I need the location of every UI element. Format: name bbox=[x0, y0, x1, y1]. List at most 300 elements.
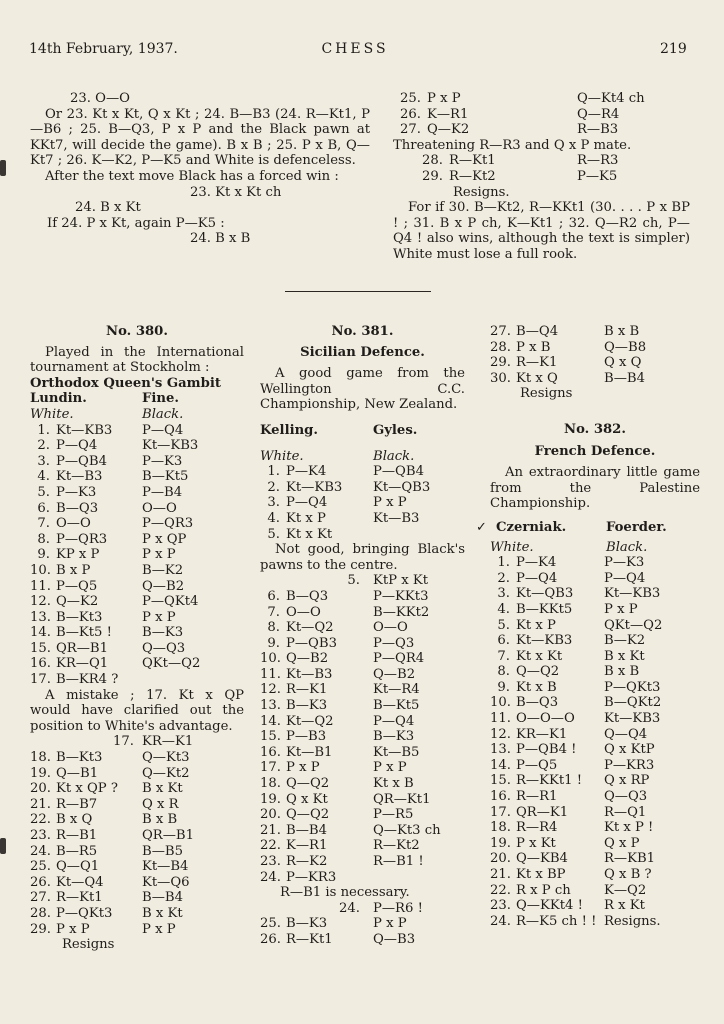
white-move: Q—B2 bbox=[286, 651, 329, 667]
white-move: Kt—B1 bbox=[286, 744, 333, 760]
move-row bbox=[393, 169, 690, 185]
move-row bbox=[490, 324, 700, 340]
black-move: Q—Q3 bbox=[604, 789, 648, 805]
white-move: B—K3 bbox=[286, 698, 328, 714]
move-row bbox=[490, 649, 700, 665]
move-number: 2. bbox=[497, 570, 510, 586]
white-move: R—K5 ch ! ! bbox=[516, 913, 597, 929]
move-number: 16. bbox=[30, 656, 51, 672]
resigns-line: Resigns bbox=[62, 937, 115, 953]
black-move: B—Kt5 bbox=[142, 469, 189, 485]
move-number: 18. bbox=[30, 750, 51, 766]
black-move: R—R3 bbox=[577, 153, 619, 169]
black-move: R—B3 bbox=[577, 122, 619, 138]
move-row bbox=[490, 340, 700, 356]
move-row bbox=[30, 797, 244, 813]
white-move: Q—Q2 bbox=[286, 776, 330, 792]
white-move: P—Q4 bbox=[286, 495, 328, 511]
white-move: K—R1 bbox=[286, 838, 328, 854]
white-move: P—K4 bbox=[286, 464, 327, 480]
white-move: KR—Q1 bbox=[56, 656, 109, 672]
black-move: R x Kt bbox=[604, 898, 645, 914]
annotation-paragraph: A mistake ; 17. Kt x QP would have clarified out the position to White's advantage. bbox=[30, 687, 244, 734]
move-row bbox=[490, 664, 700, 680]
black-move: P—KKt3 bbox=[373, 588, 429, 604]
top-right-annotations bbox=[393, 91, 690, 263]
move-row bbox=[30, 454, 244, 470]
move-row bbox=[260, 745, 465, 761]
black-move: O—O bbox=[373, 620, 408, 636]
white-move: P x P bbox=[286, 760, 320, 776]
move-number: 13. bbox=[260, 698, 281, 714]
white-move: Q—Q2 bbox=[286, 807, 330, 823]
white-move: Kt x B bbox=[516, 679, 557, 695]
move-row bbox=[260, 495, 465, 511]
black-move: P—K3 bbox=[604, 555, 645, 571]
move-row bbox=[30, 532, 244, 548]
white-move: Kt x P bbox=[516, 617, 556, 633]
move-number: 10. bbox=[260, 651, 281, 667]
black-move: QKt—Q2 bbox=[142, 656, 201, 672]
black-move: P x P bbox=[142, 547, 176, 563]
move-row bbox=[30, 875, 244, 891]
move-number: 25. bbox=[30, 859, 51, 875]
move-number: 20. bbox=[490, 851, 511, 867]
move-number: 8. bbox=[497, 664, 510, 680]
move-row bbox=[30, 563, 244, 579]
move-number: 15. bbox=[490, 773, 511, 789]
white-move: B x P bbox=[56, 562, 91, 578]
black-player: Fine. bbox=[142, 391, 179, 407]
white-move: QR—B1 bbox=[56, 640, 109, 656]
move-number: 2. bbox=[267, 479, 280, 495]
annotation-paragraph: For if 30. B—Kt2, R—KKt1 (30. . . . P x BP ! ; 31. B x P ch, K—Kt1 ; 32. Q—R2 ch, P—Q4 ! also wins, although the text is simpler) White must lose a full rook. bbox=[393, 200, 690, 262]
move-row bbox=[393, 153, 690, 169]
white-move: Kt—KB3 bbox=[56, 422, 113, 438]
move-number: 8. bbox=[37, 531, 50, 547]
move-row bbox=[490, 758, 700, 774]
white-move: Kt x P bbox=[286, 510, 326, 526]
move-row bbox=[260, 651, 465, 667]
white-label: White. bbox=[30, 406, 74, 422]
black-move: Q x B ? bbox=[604, 867, 652, 882]
move-list bbox=[393, 91, 690, 138]
white-move: K—R1 bbox=[427, 106, 469, 122]
move-number: 23. bbox=[260, 854, 281, 869]
white-move: Kt—QB3 bbox=[516, 586, 574, 602]
annotation-paragraph: Not good, bringing Black's pawns to the centre. bbox=[260, 542, 465, 573]
white-move: B x Q bbox=[56, 812, 93, 828]
move-number: 15. bbox=[30, 640, 51, 656]
game-381 bbox=[260, 324, 465, 948]
move-number: 26. bbox=[260, 931, 281, 947]
white-move: P—Q4 bbox=[516, 570, 558, 586]
move-row bbox=[30, 485, 244, 501]
move-list bbox=[30, 423, 244, 688]
move-row bbox=[260, 807, 465, 823]
move-number: 11. bbox=[30, 578, 51, 594]
move-row bbox=[260, 714, 465, 730]
move-number: 27. bbox=[30, 890, 51, 906]
white-move: P—QKt3 bbox=[56, 905, 113, 921]
threat-line: Threatening R—R3 and Q x P mate. bbox=[393, 137, 632, 153]
move-number: 26. bbox=[30, 874, 51, 890]
white-move: P—Q4 bbox=[56, 438, 98, 454]
move-number: 9. bbox=[37, 547, 50, 563]
white-move: P—QB4 bbox=[56, 453, 107, 469]
white-move: R—K1 bbox=[516, 355, 558, 371]
move-number: 21. bbox=[490, 867, 511, 882]
move-row bbox=[490, 633, 700, 649]
move-row bbox=[30, 828, 244, 844]
white-move: R—Kt1 bbox=[56, 890, 103, 906]
move-number: 5. bbox=[497, 617, 510, 633]
black-move: P x QP bbox=[142, 531, 187, 547]
opening-name: French Defence. bbox=[534, 443, 656, 459]
move-row bbox=[490, 742, 700, 758]
move-row bbox=[260, 511, 465, 527]
move-row bbox=[260, 464, 465, 480]
black-move: B—QKt2 bbox=[604, 695, 662, 711]
opening-name: Orthodox Queen's Gambit bbox=[30, 375, 221, 391]
move-list bbox=[490, 555, 700, 929]
move-row bbox=[30, 781, 244, 797]
move-list bbox=[393, 153, 690, 184]
move-row bbox=[30, 906, 244, 922]
black-move: P—QKt3 bbox=[604, 679, 661, 695]
opening-name: Sicilian Defence. bbox=[300, 344, 425, 360]
move-number: 21. bbox=[260, 822, 281, 838]
move-row bbox=[30, 579, 244, 595]
white-move: P x B bbox=[516, 339, 551, 355]
move-number: 14. bbox=[30, 625, 51, 641]
page-number: 219 bbox=[660, 41, 687, 57]
move-number: 9. bbox=[267, 635, 280, 651]
black-player: Foerder. bbox=[606, 519, 667, 535]
move-row bbox=[30, 859, 244, 875]
white-move: Kt x Kt bbox=[286, 526, 333, 542]
white-move: O—O bbox=[56, 516, 91, 532]
white-move: R—B7 bbox=[56, 796, 98, 812]
white-move: Kt—B3 bbox=[286, 666, 333, 682]
move-row bbox=[30, 890, 244, 906]
move-number: 25. bbox=[260, 916, 281, 932]
black-move: Q x R bbox=[142, 796, 179, 812]
move-row bbox=[30, 610, 244, 626]
white-move: R x P ch bbox=[516, 882, 571, 898]
black-move: P x P bbox=[373, 760, 407, 776]
move-number: 16. bbox=[260, 744, 281, 760]
black-move: P—QKt4 bbox=[142, 594, 199, 610]
white-move: R—R1 bbox=[516, 789, 558, 805]
white-move: P x P bbox=[56, 921, 90, 937]
white-move: Kt—KB3 bbox=[286, 479, 343, 495]
black-move: Q—B2 bbox=[373, 666, 416, 682]
move-row bbox=[30, 469, 244, 485]
move-row bbox=[393, 91, 690, 107]
move-number: 30. bbox=[490, 370, 511, 386]
white-move: Q x Kt bbox=[286, 791, 328, 807]
black-move: Q—Kt3 bbox=[142, 750, 190, 766]
game-380 bbox=[30, 324, 244, 953]
move-number: 29. bbox=[490, 355, 511, 371]
black-move: B—K3 bbox=[142, 625, 184, 641]
move-number: 7. bbox=[497, 648, 510, 664]
white-player: Lundin. bbox=[30, 391, 87, 407]
black-move: QR—Kt1 bbox=[373, 791, 431, 807]
move-row bbox=[30, 656, 244, 672]
move-row bbox=[30, 844, 244, 860]
move-number: 29. bbox=[30, 921, 51, 937]
black-move: Kt—KB3 bbox=[604, 586, 661, 602]
move-row bbox=[30, 641, 244, 657]
move-row bbox=[490, 571, 700, 587]
white-move: O—O—O bbox=[516, 711, 575, 727]
move-row bbox=[260, 729, 465, 745]
move-number: 14. bbox=[260, 713, 281, 729]
white-move: P—B3 bbox=[286, 729, 327, 745]
move-row bbox=[30, 501, 244, 517]
black-move: KR—K1 bbox=[142, 734, 194, 750]
move-number: 12. bbox=[30, 594, 51, 610]
move-number: 3. bbox=[37, 453, 50, 469]
black-move: P—K5 bbox=[577, 168, 618, 184]
move-number: 13. bbox=[30, 609, 51, 625]
black-move: B—B4 bbox=[604, 370, 645, 386]
move-number: 28. bbox=[422, 153, 443, 169]
move-row bbox=[30, 750, 244, 766]
white-move: B—KKt5 bbox=[516, 601, 573, 617]
black-move: P—KR3 bbox=[604, 757, 655, 773]
move-number: 5. bbox=[267, 526, 280, 542]
move-row bbox=[30, 438, 244, 454]
binding-mark bbox=[0, 838, 6, 854]
black-move: O—O bbox=[142, 500, 177, 516]
black-move: Q—Q4 bbox=[604, 726, 648, 742]
game-title: No. 380. bbox=[106, 324, 168, 339]
white-move: Q—KKt4 ! bbox=[516, 898, 583, 914]
white-move: R—B1 bbox=[56, 828, 98, 843]
white-move: B—Q3 bbox=[286, 588, 329, 604]
move-number: 17. bbox=[30, 672, 51, 688]
move-row bbox=[490, 355, 700, 371]
move-number: 20. bbox=[30, 781, 51, 797]
move-row bbox=[490, 914, 700, 930]
black-move: B x B bbox=[142, 812, 178, 828]
resigns-line: Resigns. bbox=[453, 184, 510, 200]
move-row bbox=[490, 867, 700, 883]
black-move: P x P bbox=[373, 495, 407, 511]
move-row bbox=[260, 916, 465, 932]
black-move: R—Kt2 bbox=[373, 838, 420, 854]
black-label: Black. bbox=[373, 448, 415, 464]
annotation-paragraph: Or 23. Kt x Kt, Q x Kt ; 24. B—B3 (24. R—Kt1, P—B6 ; 25. B—Q3, P x P and the Black pawn at KKt7, will decide the game). B x B ; 25. P x B, Q—Kt7 ; 26. K—K2, P—K5 and White is defenceless. bbox=[30, 106, 370, 169]
move-number: 16. bbox=[490, 789, 511, 805]
black-move: P—R5 bbox=[373, 807, 414, 823]
black-move: Kt—B4 bbox=[142, 859, 189, 875]
move-number: 24. bbox=[339, 900, 360, 916]
move-row bbox=[260, 667, 465, 683]
move-row bbox=[260, 838, 465, 854]
black-move: B—B4 bbox=[142, 890, 183, 906]
white-player: Kelling. bbox=[260, 422, 318, 438]
black-move: P—Q3 bbox=[373, 635, 415, 651]
black-move: Kt—R4 bbox=[373, 682, 420, 698]
move-row bbox=[260, 589, 465, 605]
move-number: 3. bbox=[497, 586, 510, 602]
pencil-tick-mark: ✓ bbox=[476, 519, 488, 535]
black-move: P—QR4 bbox=[373, 651, 425, 667]
move-number: 28. bbox=[30, 905, 51, 921]
black-move: P x P bbox=[373, 916, 407, 932]
move-list bbox=[260, 464, 465, 542]
black-move: P x P bbox=[604, 601, 638, 617]
black-move: B—K3 bbox=[373, 729, 415, 745]
move-number: 12. bbox=[490, 726, 511, 742]
move-number: 6. bbox=[37, 500, 50, 516]
white-move: P—Q5 bbox=[516, 757, 558, 773]
white-move: R—KKt1 ! bbox=[516, 773, 583, 789]
white-move: R—R4 bbox=[516, 820, 558, 836]
top-left-annotations bbox=[30, 91, 370, 247]
black-move: Q—Kt3 ch bbox=[373, 822, 441, 838]
move-row bbox=[260, 823, 465, 839]
move-number: 26. bbox=[400, 106, 421, 122]
black-move: Q—B8 bbox=[604, 339, 647, 355]
move-row bbox=[260, 870, 465, 886]
move-row bbox=[490, 883, 700, 899]
move-row bbox=[490, 555, 700, 571]
white-player: Czerniak. bbox=[496, 519, 567, 535]
move-line: 24. B x Kt bbox=[75, 200, 141, 216]
black-move: P—R6 ! bbox=[373, 900, 423, 916]
move-number: 20. bbox=[260, 807, 281, 823]
right-column bbox=[476, 324, 700, 929]
move-number: 27. bbox=[400, 122, 421, 138]
move-number: 4. bbox=[267, 510, 280, 526]
black-move: Q—Q3 bbox=[142, 640, 186, 656]
white-move: R—K1 bbox=[286, 682, 328, 698]
move-row bbox=[490, 820, 700, 836]
move-row bbox=[260, 760, 465, 776]
move-number: 18. bbox=[490, 820, 511, 836]
black-move: B—Kt5 bbox=[373, 698, 420, 714]
move-row bbox=[490, 836, 700, 852]
black-move: B x B bbox=[604, 664, 640, 680]
white-move: B—B4 bbox=[286, 822, 327, 838]
move-row bbox=[490, 851, 700, 867]
white-move: R—Kt1 bbox=[449, 153, 496, 169]
binding-mark bbox=[0, 160, 6, 176]
move-row bbox=[490, 789, 700, 805]
move-number: 7. bbox=[267, 604, 280, 620]
issue-date: 14th February, 1937. bbox=[29, 41, 178, 57]
move-number: 29. bbox=[422, 168, 443, 184]
black-move: P x P bbox=[142, 609, 176, 625]
resigns-line: Resigns bbox=[520, 386, 573, 402]
move-row bbox=[30, 812, 244, 828]
move-row bbox=[490, 618, 700, 634]
move-row bbox=[30, 594, 244, 610]
move-number: 13. bbox=[490, 742, 511, 758]
magazine-title: CHESS bbox=[321, 41, 389, 57]
move-row bbox=[30, 672, 244, 688]
white-move: B—R5 bbox=[56, 843, 98, 859]
move-number: 21. bbox=[30, 796, 51, 812]
white-move: QR—K1 bbox=[516, 804, 569, 820]
white-move: Q—Q2 bbox=[516, 664, 560, 680]
black-player: Gyles. bbox=[373, 422, 418, 438]
black-move: Kt—KB3 bbox=[604, 711, 661, 727]
black-move: P—Q4 bbox=[373, 713, 415, 729]
move-row bbox=[490, 711, 700, 727]
black-move: B—B5 bbox=[142, 843, 183, 859]
move-number: 24. bbox=[30, 843, 51, 859]
move-number: 24. bbox=[490, 913, 511, 929]
move-number: 14. bbox=[490, 757, 511, 773]
black-move: P—Q4 bbox=[142, 422, 184, 438]
move-row bbox=[260, 698, 465, 714]
white-move: Q—K2 bbox=[56, 594, 99, 610]
move-row bbox=[490, 695, 700, 711]
black-move: Kt—QB3 bbox=[373, 479, 431, 495]
white-move: Kt x Q bbox=[516, 370, 558, 386]
white-move: O—O bbox=[286, 604, 321, 620]
move-number: 19. bbox=[30, 765, 51, 781]
white-move: Kt x BP bbox=[516, 867, 566, 882]
move-number: 22. bbox=[490, 882, 511, 898]
black-move: P—QB4 bbox=[373, 464, 424, 480]
move-number: 23. bbox=[30, 828, 51, 843]
white-move: P—QR3 bbox=[56, 531, 108, 547]
white-move: Q—Q1 bbox=[56, 859, 100, 875]
move-number: 25. bbox=[400, 91, 421, 106]
black-move: R—KB1 bbox=[604, 851, 656, 867]
move-row bbox=[490, 586, 700, 602]
black-move: P—Q4 bbox=[604, 570, 646, 586]
black-move: Kt—Q6 bbox=[142, 874, 190, 890]
white-move: Q—KB4 bbox=[516, 851, 568, 867]
move-number: 17. bbox=[260, 760, 281, 776]
annotation-paragraph: R—B1 is necessary. bbox=[280, 885, 410, 901]
black-move: Q x P bbox=[604, 835, 640, 851]
black-move: Kt—B3 bbox=[373, 510, 420, 526]
white-move: B—Kt3 bbox=[56, 609, 103, 625]
black-move: Q—Kt2 bbox=[142, 765, 190, 781]
move-row bbox=[260, 776, 465, 792]
move-row bbox=[490, 773, 700, 789]
move-line: 24. B x B bbox=[190, 231, 251, 247]
move-row bbox=[30, 766, 244, 782]
white-move: P—Q5 bbox=[56, 578, 98, 594]
black-move: Q—B2 bbox=[142, 578, 185, 594]
white-move: P—K4 bbox=[516, 555, 557, 571]
black-move: B—K2 bbox=[142, 562, 184, 578]
black-move: B x Kt bbox=[142, 905, 183, 921]
move-row bbox=[260, 605, 465, 621]
black-move: Q x RP bbox=[604, 773, 650, 789]
move-row bbox=[393, 107, 690, 123]
move-row bbox=[30, 625, 244, 641]
move-number: 22. bbox=[30, 812, 51, 828]
move-list bbox=[490, 324, 700, 386]
game-title: No. 381. bbox=[331, 324, 394, 339]
move-number: 23. bbox=[490, 898, 511, 914]
white-move: B—Kt3 bbox=[56, 750, 103, 766]
game-intro: Played in the International tournament at Stockholm : bbox=[30, 344, 244, 376]
move-row bbox=[260, 636, 465, 652]
move-number: 1. bbox=[497, 555, 510, 571]
